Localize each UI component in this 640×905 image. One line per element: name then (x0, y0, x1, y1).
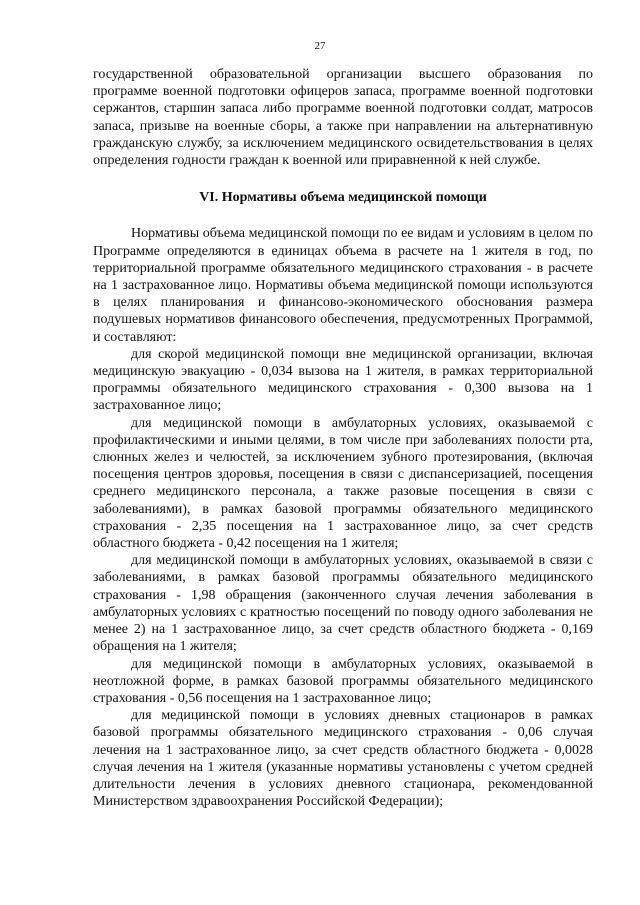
section-heading: VI. Нормативы объема медицинской помощи (199, 190, 487, 206)
paragraph-day-hospital: для медицинской помощи в условиях дневных стационаров в рамках базовой программы обязательного медицинского страхования - 0,06 случая лечения на 1 застрахованное лицо, за счет средств областного бюджета - 0,0028 случая лечения на 1 жителя (указанные нормативы установлены с учетом средней длительности лечения в условиях дневного стационара, рекомендованной Министерством здравоохранения Российской Федерации); (93, 708, 593, 810)
paragraph-outpatient-disease: для медицинской помощи в амбулаторных условиях, оказываемой в связи с заболеваниями, в рамках базовой программы обязательного медицинского страхования - 1,98 обращения (законченного случая лечения заболевания в амбулаторных условиях с кратностью посещений по поводу одного заболевания не менее 2) на 1 застрахованное лицо, за счет средств областного бюджета - 0,169 обращения на 1 жителя; (93, 553, 593, 655)
document-body (93, 66, 593, 810)
paragraph-outpatient-urgent: для медицинской помощи в амбулаторных условиях, оказываемой в неотложной форме, в рамках базовой программы обязательного медицинского страхования - 0,56 посещения на 1 застрахованное лицо; (93, 656, 593, 706)
paragraph-continued: государственной образовательной организации высшего образования по программе военной подготовки офицеров запаса, программе военной подготовки сержантов, старшин запаса либо программе военной подготовки солдат, матросов запаса, призыве на военные сборы, а также при направлении на альтернативную гражданскую службу, за исключением медицинского освидетельствования в целях определения годности граждан к военной или приравненной к ней службе. (93, 67, 593, 169)
paragraph-intro: Нормативы объема медицинской помощи по ее видам и условиям в целом по Программе определяются в единицах объема в расчете на 1 жителя в год, по территориальной программе обязательного медицинского страхования - в расчете на 1 застрахованное лицо. Нормативы объема медицинской помощи используются в целях планирования и финансово-экономического обоснования размера подушевых нормативов финансового обеспечения, предусмотренных Программой, и составляют: (93, 226, 593, 345)
paragraph-outpatient-preventive: для медицинской помощи в амбулаторных условиях, оказываемой с профилактическими и иными целями, в том числе при заболеваниях полости рта, слюнных желез и челюстей, за исключением зубного протезирования, (включая посещения центров здоровья, посещения в связи с диспансеризацией, посещения среднего медицинского персонала, а также разовые посещения в связи с заболеваниями), в рамках базовой программы обязательного медицинского страхования - 2,35 посещения на 1 застрахованное лицо, за счет средств областного бюджета - 0,42 посещения на 1 жителя; (93, 415, 593, 552)
paragraph-emergency-care: для скорой медицинской помощи вне медицинской организации, включая медицинскую эвакуацию - 0,034 вызова на 1 жителя, в рамках территориальной программы обязательного медицинского страхования - 0,300 вызова на 1 застрахованное лицо; (93, 346, 593, 414)
page-number: 27 (314, 40, 326, 52)
